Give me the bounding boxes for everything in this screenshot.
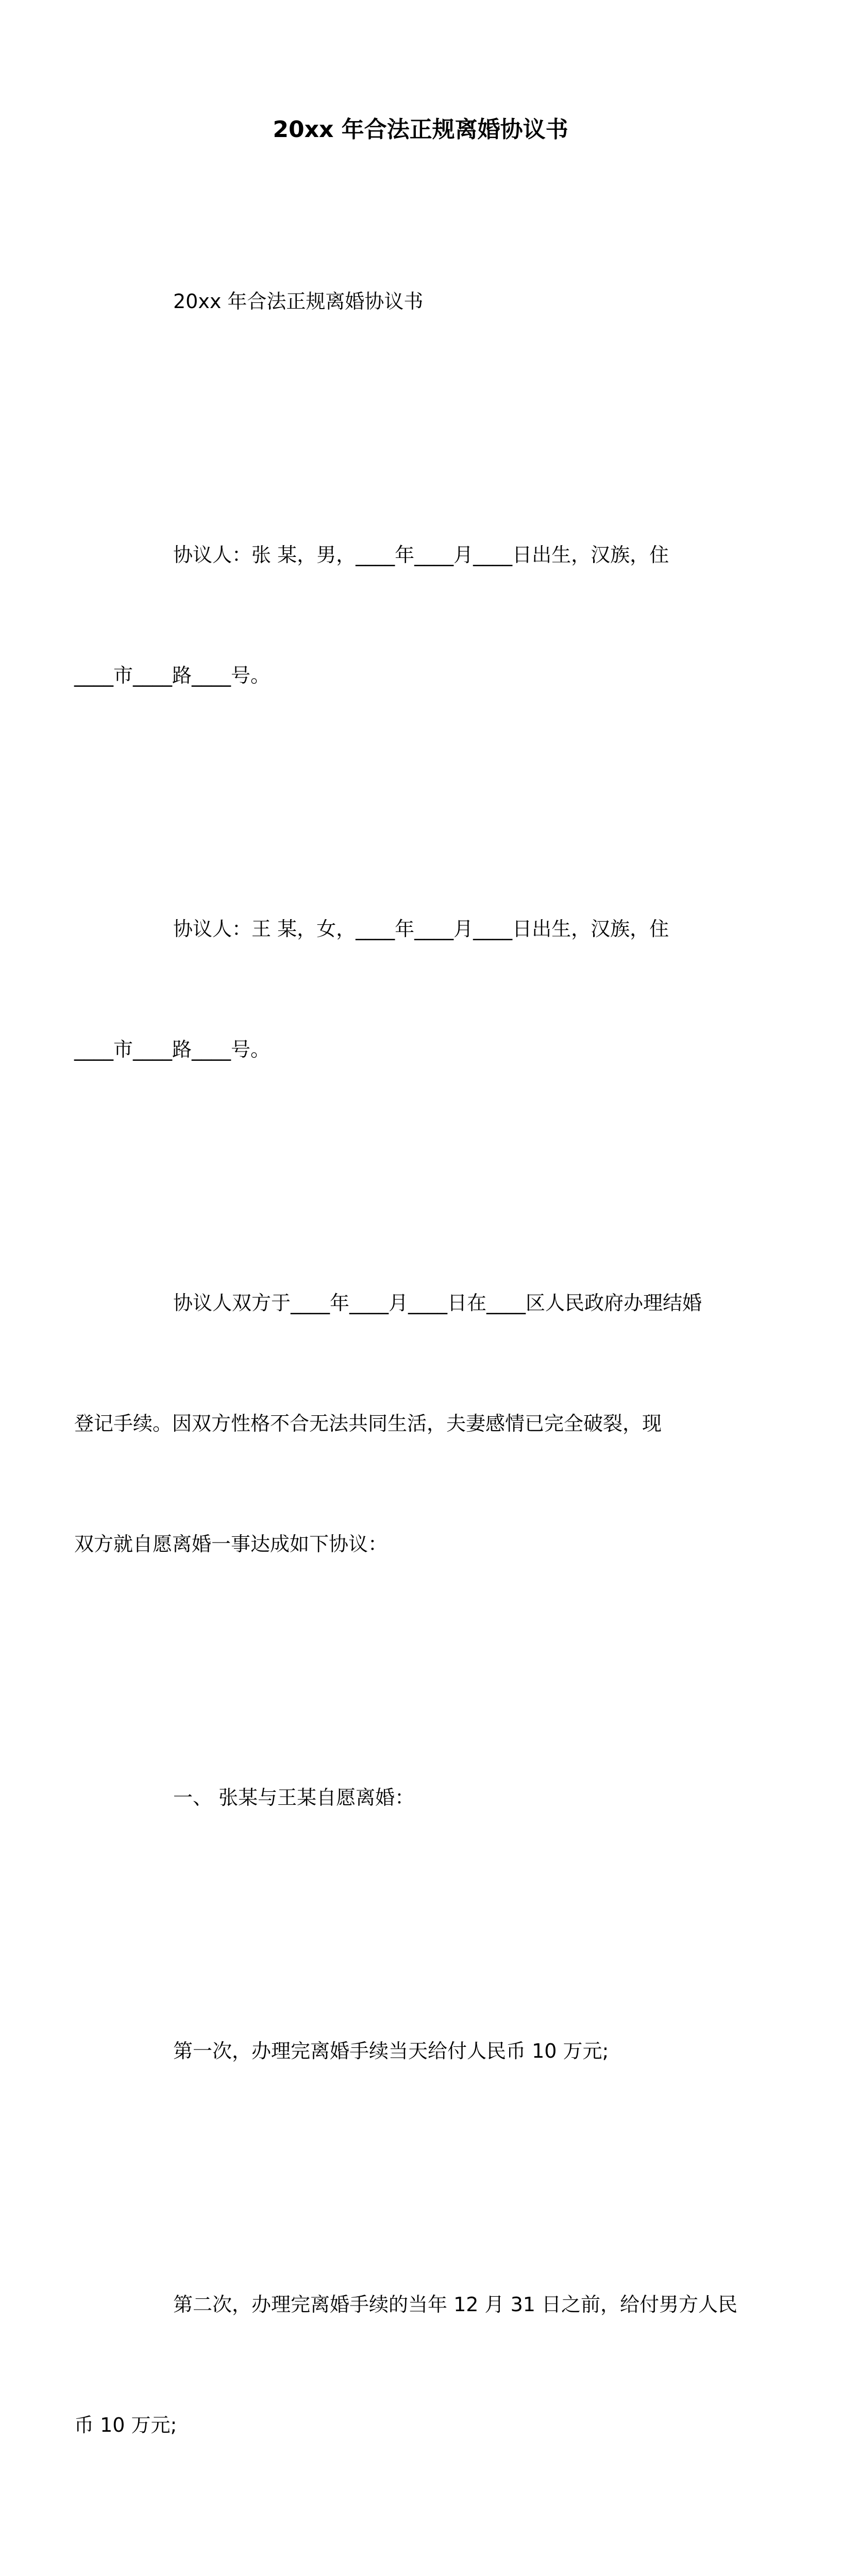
text-line: 协议人：王 某，女，____年____月____日出生，汉族，住 [173, 918, 669, 940]
text-line: 协议人：张 某，男，____年____月____日出生，汉族，住 [173, 544, 669, 566]
text-line: 一、 张某与王某自愿离婚： [173, 1786, 415, 1809]
document-body [74, 201, 738, 2576]
paragraph-marriage-registration [74, 1202, 721, 1645]
paragraph-payment-2 [74, 2204, 738, 2526]
paragraph-clause-1 [124, 1697, 721, 1898]
text-line: 双方就自愿离婚一事达成如下协议： [74, 1533, 388, 1555]
text-line: 第二次，办理完离婚手续的当年 12 月 31 日之前，给付男方人民 [173, 2293, 738, 2316]
text-line: 协议人双方于____年____月____日在____区人民政府办理结婚 [173, 1292, 702, 1314]
text-line: ____市____路____号。 [74, 1038, 271, 1061]
text-line: 币 10 万元; [74, 2414, 177, 2436]
text-line: 第一次，办理完离婚手续当天给付人民币 10 万元; [173, 2040, 609, 2062]
text-line: 20xx 年合法正规离婚协议书 [173, 290, 424, 313]
paragraph-party-2 [74, 828, 721, 1150]
paragraph-party-1 [74, 454, 721, 776]
document-title: 20xx 年合法正规离婚协议书 [273, 116, 568, 143]
text-line: 登记手续。因双方性格不合无法共同生活，夫妻感情已完全破裂，现 [74, 1412, 662, 1435]
paragraph-subtitle [124, 201, 721, 402]
text-line: ____市____路____号。 [74, 664, 271, 687]
paragraph-payment-1 [124, 1951, 721, 2151]
